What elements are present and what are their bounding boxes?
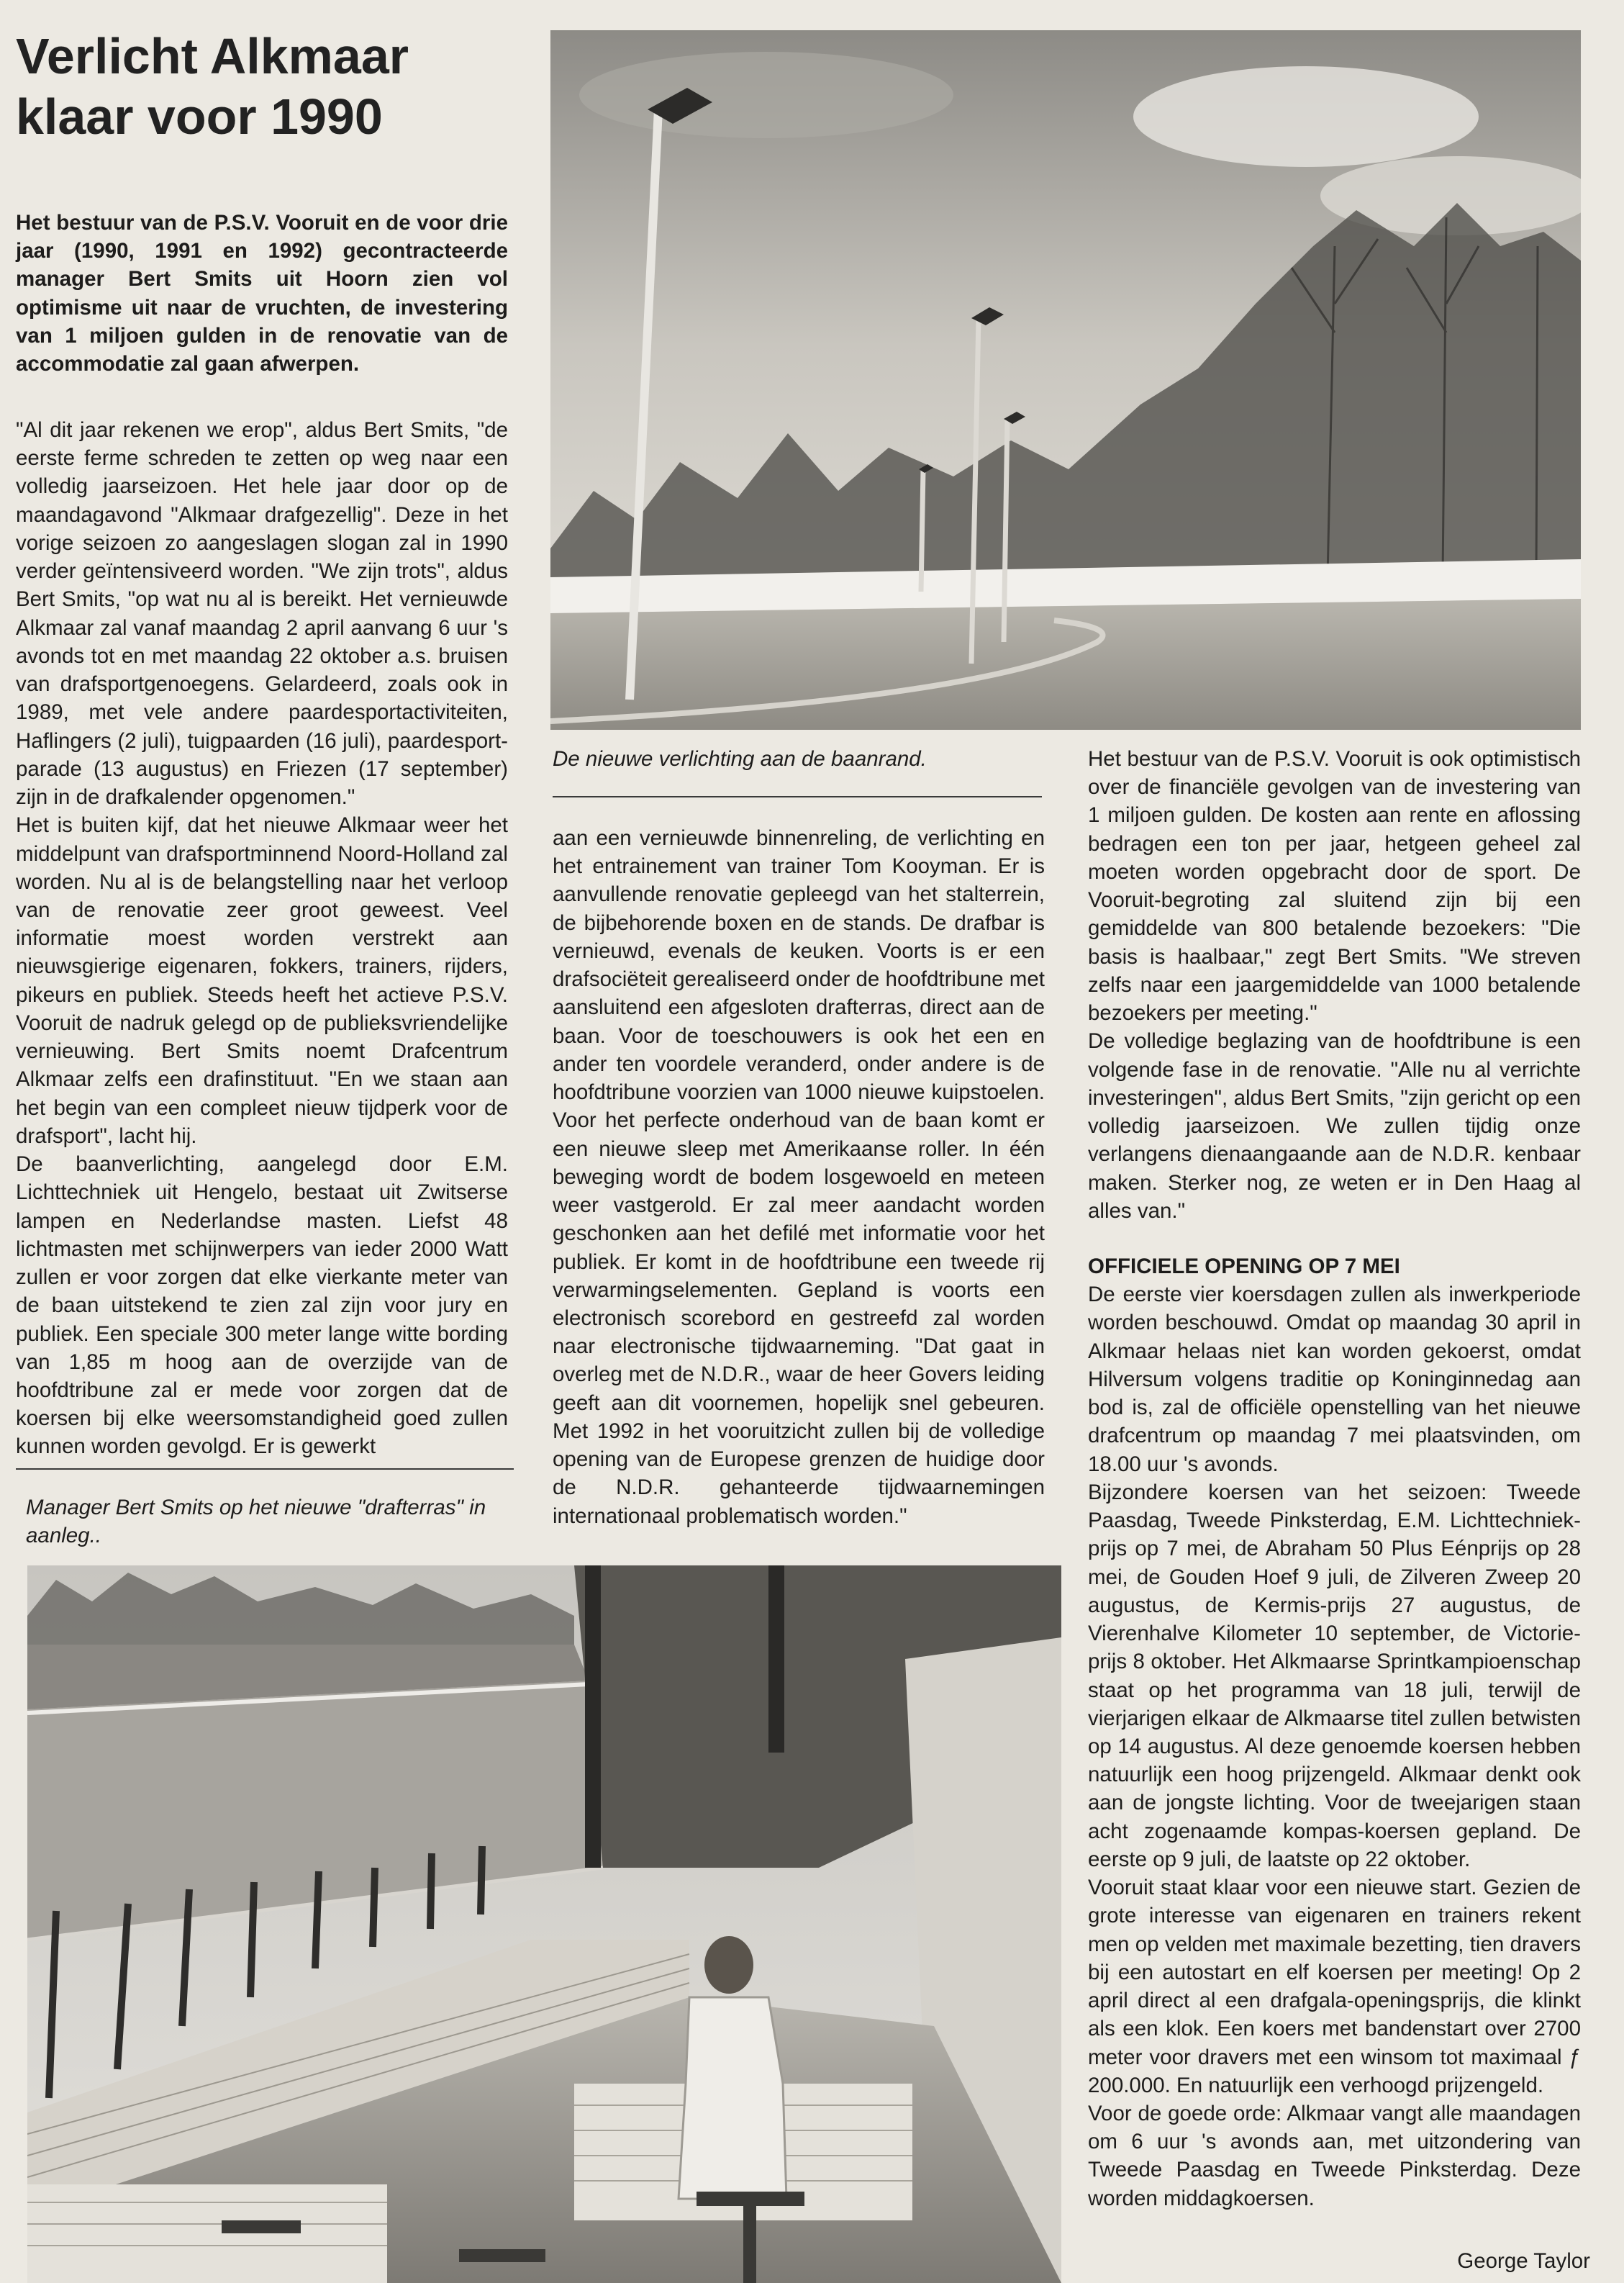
floodlights-caption: De nieuwe verlichting aan de baanrand.	[553, 747, 927, 771]
title-line-1: Verlicht Alkmaar	[16, 28, 409, 84]
column-2	[553, 824, 1045, 1530]
byline: George Taylor	[1457, 2249, 1590, 2273]
divider-rule	[16, 1468, 514, 1470]
column-1	[16, 416, 508, 1461]
terrace-caption: Manager Bert Smits op het nieuwe "drafterras" in aanleg..	[26, 1496, 486, 1548]
paragraph: Vooruit staat klaar voor een nieuwe start. Gezien de grote interesse van eigenaren en trainers rekent men op velden met maximale bezetting, tien dravers bij een autostart en elf koersen per meeting! Op 2 april direct al een drafgala-openingsprijs, die klinkt als een klok. Een koers met bandenstart over 2700 meter voor dravers met een winsom tot maximaal ƒ 200.000. En natuurlijk een verhoogd prijzengeld.	[1088, 1876, 1581, 2097]
paragraph: Bijzondere koersen van het seizoen: Tweede Paasdag, Tweede Pinksterdag, E.M. Lichttechniek-prijs op 7 mei, de Abraham 50 Plus Eénprijs op 28 mei, de Gouden Hoef 9 juli, de Zilveren Zweep 20 augustus, de Kermis-prijs 27 augustus, de Vierenhalve Kilometer 10 september, de Victorie-prijs 8 oktober. Het Alkmaarse Sprintkampioenschap staat op het programma van 18 juli, terwijl de vierjarigen elkaar de Alkmaarse titel zullen betwisten op 14 augustus. Al deze genoemde koersen hebben natuurlijk een hoog prijzengeld. Alkmaar denkt ook aan de jongste lichting. Voor de tweejarigen staan acht zogenaamde kompas-koersen gepland. De eerste op 9 juli, de laatste op 22 oktober.	[1088, 1480, 1581, 1871]
paragraph: De baanverlichting, aangelegd door E.M. Lichttechniek uit Hengelo, bestaat uit Zwitserse lampen en Nederlandse masten. Liefst 48 lichtmasten met schijnwerpers van ieder 2000 Watt zullen er voor zorgen dat elke vierkante meter van de baan uitstekend te zien zal zijn voor jury en publiek. Een speciale 300 meter lange witte bording van 1,85 m hoog aan de overzijde van de hoofdtribune zal er mede voor zorgen dat de koersen bij elke weersomstandigheid goed zullen kunnen worden gevolgd. Er is gewerkt	[16, 1152, 508, 1459]
column-3	[1088, 745, 1581, 2212]
paragraph: De eerste vier koersdagen zullen als inwerkperiode worden beschouwd. Omdat op maandag 30 april in Alkmaar helaas niet kan worden gekoerst, omdat Hilversum volgens traditie op Koninginnedag aan bod is, zal de officiële openstelling van het nieuwe drafcentrum op maandag 7 mei plaatsvinden, om 18.00 uur 's avonds.	[1088, 1283, 1581, 1476]
article-lead: Het bestuur van de P.S.V. Vooruit en de voor drie jaar (1990, 1991 en 1992) gecontracteerde manager Bert Smits uit Hoorn zien vol optimisme uit naar de vruchten, de investering van 1 miljoen gulden in de renovatie van de accommodatie zal gaan afwerpen.	[16, 211, 508, 376]
paragraph: "Al dit jaar rekenen we erop", aldus Bert Smits, "de eerste ferme schreden te zetten op weg naar een volledig jaarseizoen. Het hele jaar door op de maandagavond "Alkmaar drafgezellig". Deze in het vorige seizoen zo aangeslagen slogan zal in 1990 verder geïntensiveerd worden. "We zijn trots", aldus Bert Smits, "op wat nu al is bereikt. Het vernieuwde Alkmaar zal vanaf maandag 2 april aanvang 6 uur 's avonds tot en met maandag 22 oktober a.s. bruisen van drafsportgenoegens. Gelardeerd, zoals ook in 1989, met vele andere paardesportactiviteiten, Haflingers (2 juli), tuigpaarden (16 juli), paardesport-parade (13 augustus) en Friezen (17 september) zijn in de drafkalender opgenomen."	[16, 418, 508, 810]
paragraph: Het is buiten kijf, dat het nieuwe Alkmaar weer het middelpunt van drafsportminnend Noord-Holland zal worden. Nu al is de belangstelling naar het verloop van de renovatie zeer groot geweest. Veel informatie moest worden verstrekt aan nieuwsgierige eigenaren, fokkers, trainers, rijders, pikeurs en publiek. Steeds heeft het actieve P.S.V. Vooruit de nadruk gelegd op de publieksvriendelijke vernieuwing. Bert Smits noemt Drafcentrum Alkmaar zelfs een drafinstituut. "En we staan aan het begin van een compleet nieuw tijdperk voor de drafsport", lacht hij.	[16, 813, 508, 1148]
divider-rule	[553, 796, 1042, 797]
paragraph: Voor de goede orde: Alkmaar vangt alle maandagen om 6 uur 's avonds aan, met uitzondering van Tweede Paasdag en Tweede Pinksterdag. Deze worden middagkoersen.	[1088, 2102, 1581, 2210]
paragraph: aan een vernieuwde binnenreling, de verlichting en het entrainement van trainer Tom Kooyman. Er is aanvullende renovatie gepleegd van het stalterrein, de bijbehorende boxen en de stands. De drafbar is vernieuwd, evenals de keuken. Voorts is er een drafsociëteit gerealiseerd onder de hoofdtribune met aansluitend een afgesloten drafterras, direct aan de baan. Voor de toeschouwers is ook het een en ander ten voordele veranderd, onder andere is de hoofdtribune voorzien van 1000 nieuwe kuipstoelen. Voor het perfecte onderhoud van de baan komt er een nieuwe sleep met Amerikaanse roller. In één beweging wordt de bodem losgewoeld en meteen weer vastgerold. Er zal meer aandacht worden geschonken aan het defilé met informatie voor het publiek. Er komt in de hoofdtribune een tweede rij verwarmingselementen. Gepland is voorts een electronisch scorebord en gestreefd zal worden naar electronische tijdwaarneming. "Dat gaat in overleg met de N.D.R., waar de heer Govers leiding geeft aan dit voornemen, hopelijk snel gebeuren. Met 1992 in het vooruitzicht zullen bij de volledige opening van de Europese grenzen de huidige door de N.D.R. gehanteerde tijdwaarnemingen internationaal problematisch worden."	[553, 826, 1045, 1528]
section-subhead: OFFICIELE OPENING OP 7 MEI	[1088, 1254, 1400, 1278]
title-line-2: klaar voor 1990	[16, 89, 383, 145]
paragraph: De volledige beglazing van de hoofdtribune is een volgende fase in de renovatie. "Alle nu al verrichte investeringen", aldus Bert Smits, "zijn gericht op een volledig jaarseizoen. We zullen tijdig onze verlangens dienaangaande aan de N.D.R. kenbaar maken. Sterker nog, ze weten er in Den Haag al alles van."	[1088, 1029, 1581, 1223]
floodlights-photo	[550, 30, 1581, 730]
paragraph: Het bestuur van de P.S.V. Vooruit is ook optimistisch over de financiële gevolgen van de investering van 1 miljoen gulden. De kosten aan rente en aflossing bedragen een ton per jaar, hetgeen geheel zal moeten worden opgebracht door de sport. De Vooruit-begroting zal sluitend zijn bij een gemiddelde van 800 betalende bezoekers: "Die basis is haalbaar," zegt Bert Smits. "We streven zelfs naar een jaargemiddelde van 1000 betalende bezoekers per meeting."	[1088, 747, 1581, 1026]
terrace-photo	[27, 1565, 1061, 2283]
article-title	[16, 26, 520, 147]
